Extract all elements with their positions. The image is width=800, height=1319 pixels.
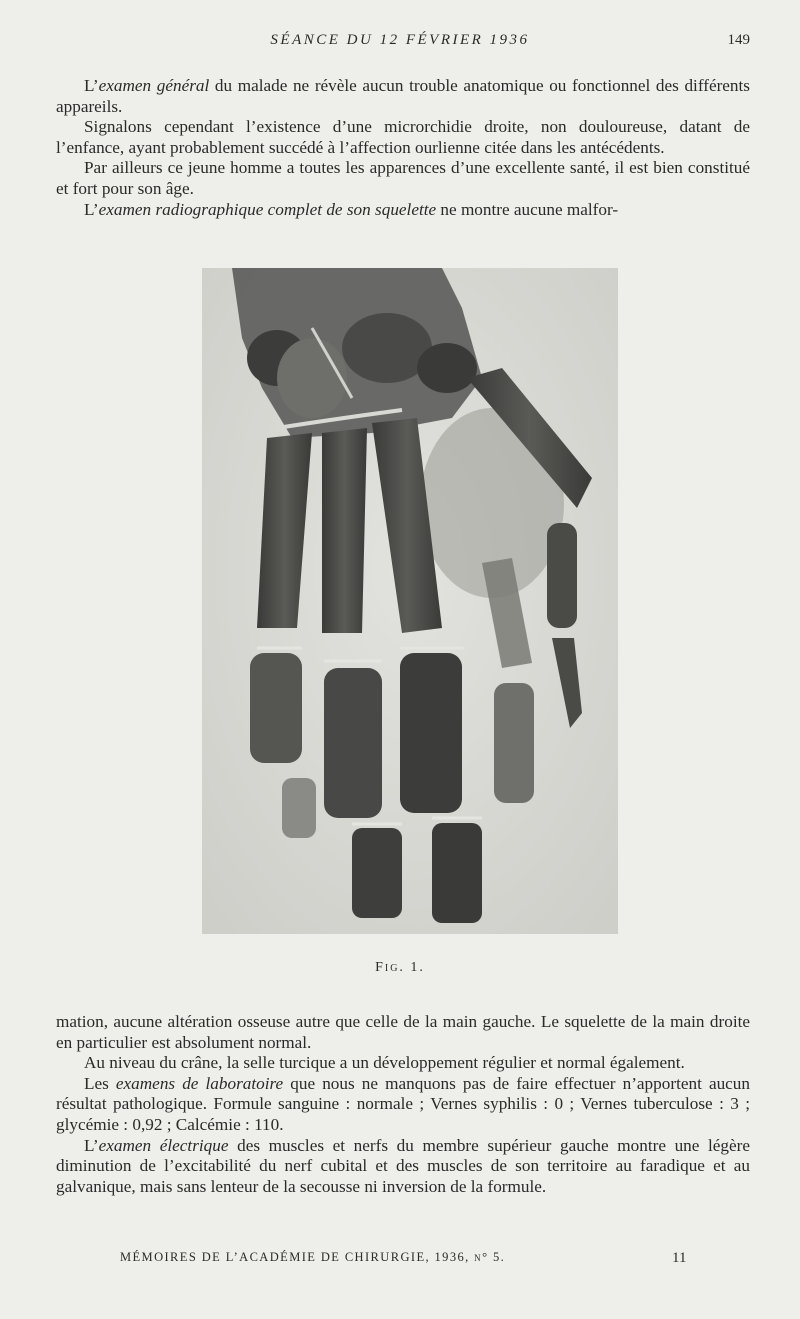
paragraph	[56, 76, 750, 117]
text-run: mation, aucune altération osseuse autre que celle de la main gauche. Le squelette de la main droite en particulier est absolument normal.	[56, 1012, 750, 1052]
figure-caption: Fig. 1.	[375, 960, 425, 975]
paragraph	[56, 200, 750, 221]
text-run: du malade ne révèle aucun trouble anatomique ou fonctionnel des différents appareils.	[56, 76, 750, 116]
page-footer	[0, 1250, 800, 1270]
paragraph	[56, 117, 750, 158]
italic-phrase: examen radiographique complet de son squelette	[98, 199, 437, 219]
text-run: L’	[84, 76, 99, 95]
hand-radiograph-image	[202, 268, 618, 934]
sheet-number: 11	[672, 1250, 687, 1266]
paragraph	[56, 158, 750, 199]
text-run: que nous ne manquons pas de faire effectuer n’apportent aucun résultat pathologique. Formule sanguine : normale ; Vernes syphilis : 0 ; Vernes tuberculose : 3 ; glycémie : 0,92 ; Calcémie : 110.	[56, 1073, 750, 1134]
running-title: SÉANCE DU 12 FÉVRIER 1936	[270, 32, 530, 48]
italic-phrase: examen général	[98, 76, 210, 95]
text-run: L’	[84, 1135, 99, 1155]
body-text-bottom	[56, 1012, 750, 1197]
paragraph	[56, 1136, 750, 1198]
text-run: Par ailleurs ce jeune homme a toutes les apparences d’une excellente santé, il est bien constitué et fort pour son âge.	[56, 158, 750, 198]
body-text-top	[56, 76, 750, 220]
paragraph	[56, 1053, 750, 1074]
text-run: des muscles et nerfs du membre supérieur gauche montre une légère diminution de l’excitabilité du nerf cubital et des muscles de son territoire au faradique et au galvanique, mais sans lenteur de la secousse ni inversion de la formule.	[56, 1135, 750, 1196]
text-run: L’	[84, 199, 99, 219]
page-number: 149	[727, 32, 750, 48]
paragraph	[56, 1012, 750, 1053]
italic-phrase: examens de laboratoire	[115, 1073, 284, 1093]
running-header	[0, 32, 800, 54]
italic-phrase: examen électrique	[98, 1135, 229, 1155]
xray-figure	[202, 268, 618, 934]
paragraph	[56, 1074, 750, 1136]
journal-reference: MÉMOIRES DE L’ACADÉMIE DE CHIRURGIE, 1936, n° 5.	[120, 1250, 506, 1264]
text-run: Signalons cependant l’existence d’une microrchidie droite, non douloureuse, datant de l’enfance, ayant probablement succédé à l’affection ourlienne citée dans les antécédents.	[56, 117, 750, 157]
text-run: Au niveau du crâne, la selle turcique a un développement régulier et normal également.	[84, 1053, 685, 1073]
text-run: Les	[84, 1073, 116, 1093]
text-run: ne montre aucune malfor-	[436, 199, 619, 219]
